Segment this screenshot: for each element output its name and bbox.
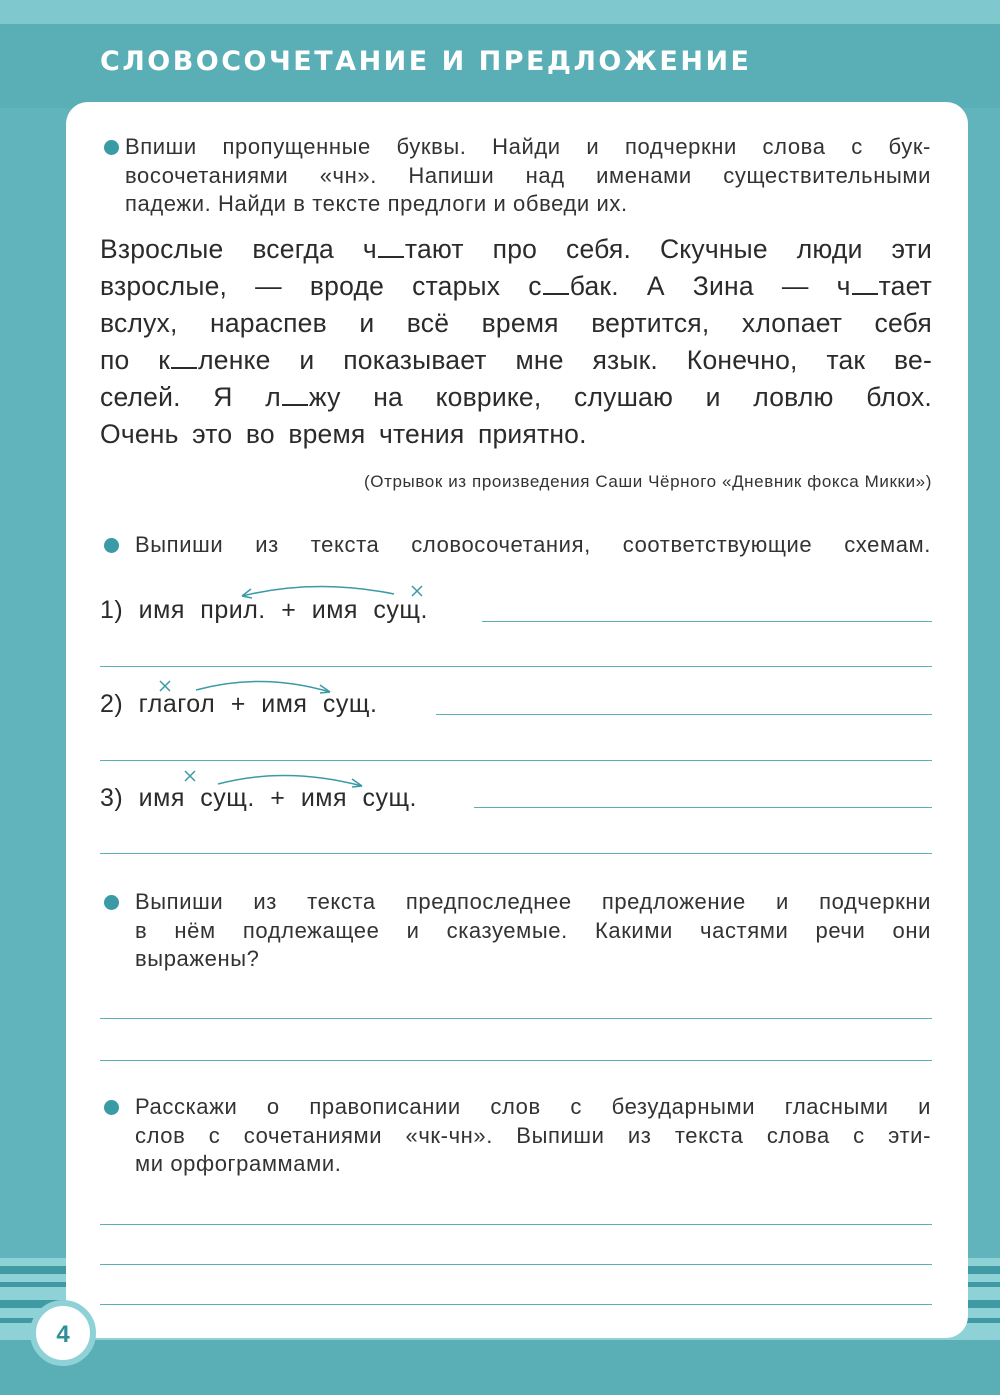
story-fragment: жу на коврике, слушаю и ловлю блох.	[308, 382, 932, 412]
story-line: вслух, нараспев и всё время вертится, хлопает себя	[100, 308, 932, 338]
top-strip	[0, 0, 1000, 24]
story-fragment: тает	[878, 271, 932, 301]
story-fragment: ленке и показывает мне язык. Конечно, так ве-	[198, 345, 932, 375]
answer-line[interactable]	[100, 666, 932, 667]
story-line	[100, 231, 932, 268]
task-line: выражены?	[135, 946, 260, 971]
page-number: 4	[40, 1312, 86, 1358]
story-fragment: Взрослые всегда ч	[100, 234, 377, 264]
letter-gap[interactable]	[378, 255, 404, 258]
task-line: в нём подлежащее и сказуемые. Какими частями речи они	[135, 917, 931, 943]
task-line: Впиши пропущенные буквы. Найди и подчеркни слова с бук-	[125, 134, 931, 159]
bullet-icon	[104, 538, 119, 553]
story-line	[100, 268, 932, 305]
task-line: Выпиши из текста предпоследнее предложение и подчеркни	[135, 889, 931, 914]
answer-line[interactable]	[100, 1224, 932, 1225]
answer-line[interactable]	[436, 714, 932, 715]
letter-gap[interactable]	[171, 366, 197, 369]
task-line: Расскажи о правописании слов с безударными гласными и	[135, 1094, 931, 1119]
answer-line[interactable]	[100, 853, 932, 854]
answer-line[interactable]	[100, 1304, 932, 1305]
task-line: слов с сочетаниями «чк-чн». Выпиши из текста слова с эти-	[135, 1122, 931, 1148]
story-fragment: селей. Я л	[100, 382, 281, 412]
task-line: восочетаниями «чн». Напиши над именами существительными	[125, 162, 931, 188]
source-citation: (Отрывок из произведения Саши Чёрного «Дневник фокса Микки»)	[364, 472, 932, 491]
page-title: СЛОВОСОЧЕТАНИЕ И ПРЕДЛОЖЕНИЕ	[100, 46, 752, 77]
story-fragment: по к	[100, 345, 171, 375]
letter-gap[interactable]	[852, 292, 878, 295]
story-line	[100, 379, 932, 416]
story-line: Очень это во время чтения приятно.	[100, 419, 587, 449]
letter-gap[interactable]	[282, 403, 308, 406]
task-4-instructions	[135, 1093, 931, 1179]
story-fragment: взрослые, — вроде старых с	[100, 271, 542, 301]
answer-line[interactable]	[474, 807, 932, 808]
story-fragment: бак. А Зина — ч	[569, 271, 851, 301]
scheme-1: 1) имя прил. + имя сущ.	[100, 596, 428, 624]
cross-icon	[185, 771, 195, 781]
bullet-icon	[104, 895, 119, 910]
letter-gap[interactable]	[543, 292, 569, 295]
footer-band	[0, 1340, 1000, 1395]
answer-line[interactable]	[100, 1264, 932, 1265]
task-1-instructions	[125, 133, 931, 219]
task-line: падежи. Найди в тексте предлоги и обведи их.	[125, 191, 628, 216]
task-3-instructions	[135, 888, 931, 974]
bullet-icon	[104, 1100, 119, 1115]
story-text	[100, 231, 932, 453]
story-fragment: тают про себя. Скучные люди эти	[404, 234, 933, 264]
answer-line[interactable]	[482, 621, 932, 622]
bullet-icon	[104, 140, 119, 155]
answer-line[interactable]	[100, 1018, 932, 1019]
scheme-2: 2) глагол + имя сущ.	[100, 690, 378, 718]
cross-icon	[412, 586, 422, 596]
answer-line[interactable]	[100, 760, 932, 761]
story-line	[100, 342, 932, 379]
answer-line[interactable]	[100, 1060, 932, 1061]
task-2-instructions: Выпиши из текста словосочетания, соответствующие схемам.	[135, 532, 931, 557]
task-line: ми орфограммами.	[135, 1151, 342, 1176]
scheme-3: 3) имя сущ. + имя сущ.	[100, 784, 417, 812]
